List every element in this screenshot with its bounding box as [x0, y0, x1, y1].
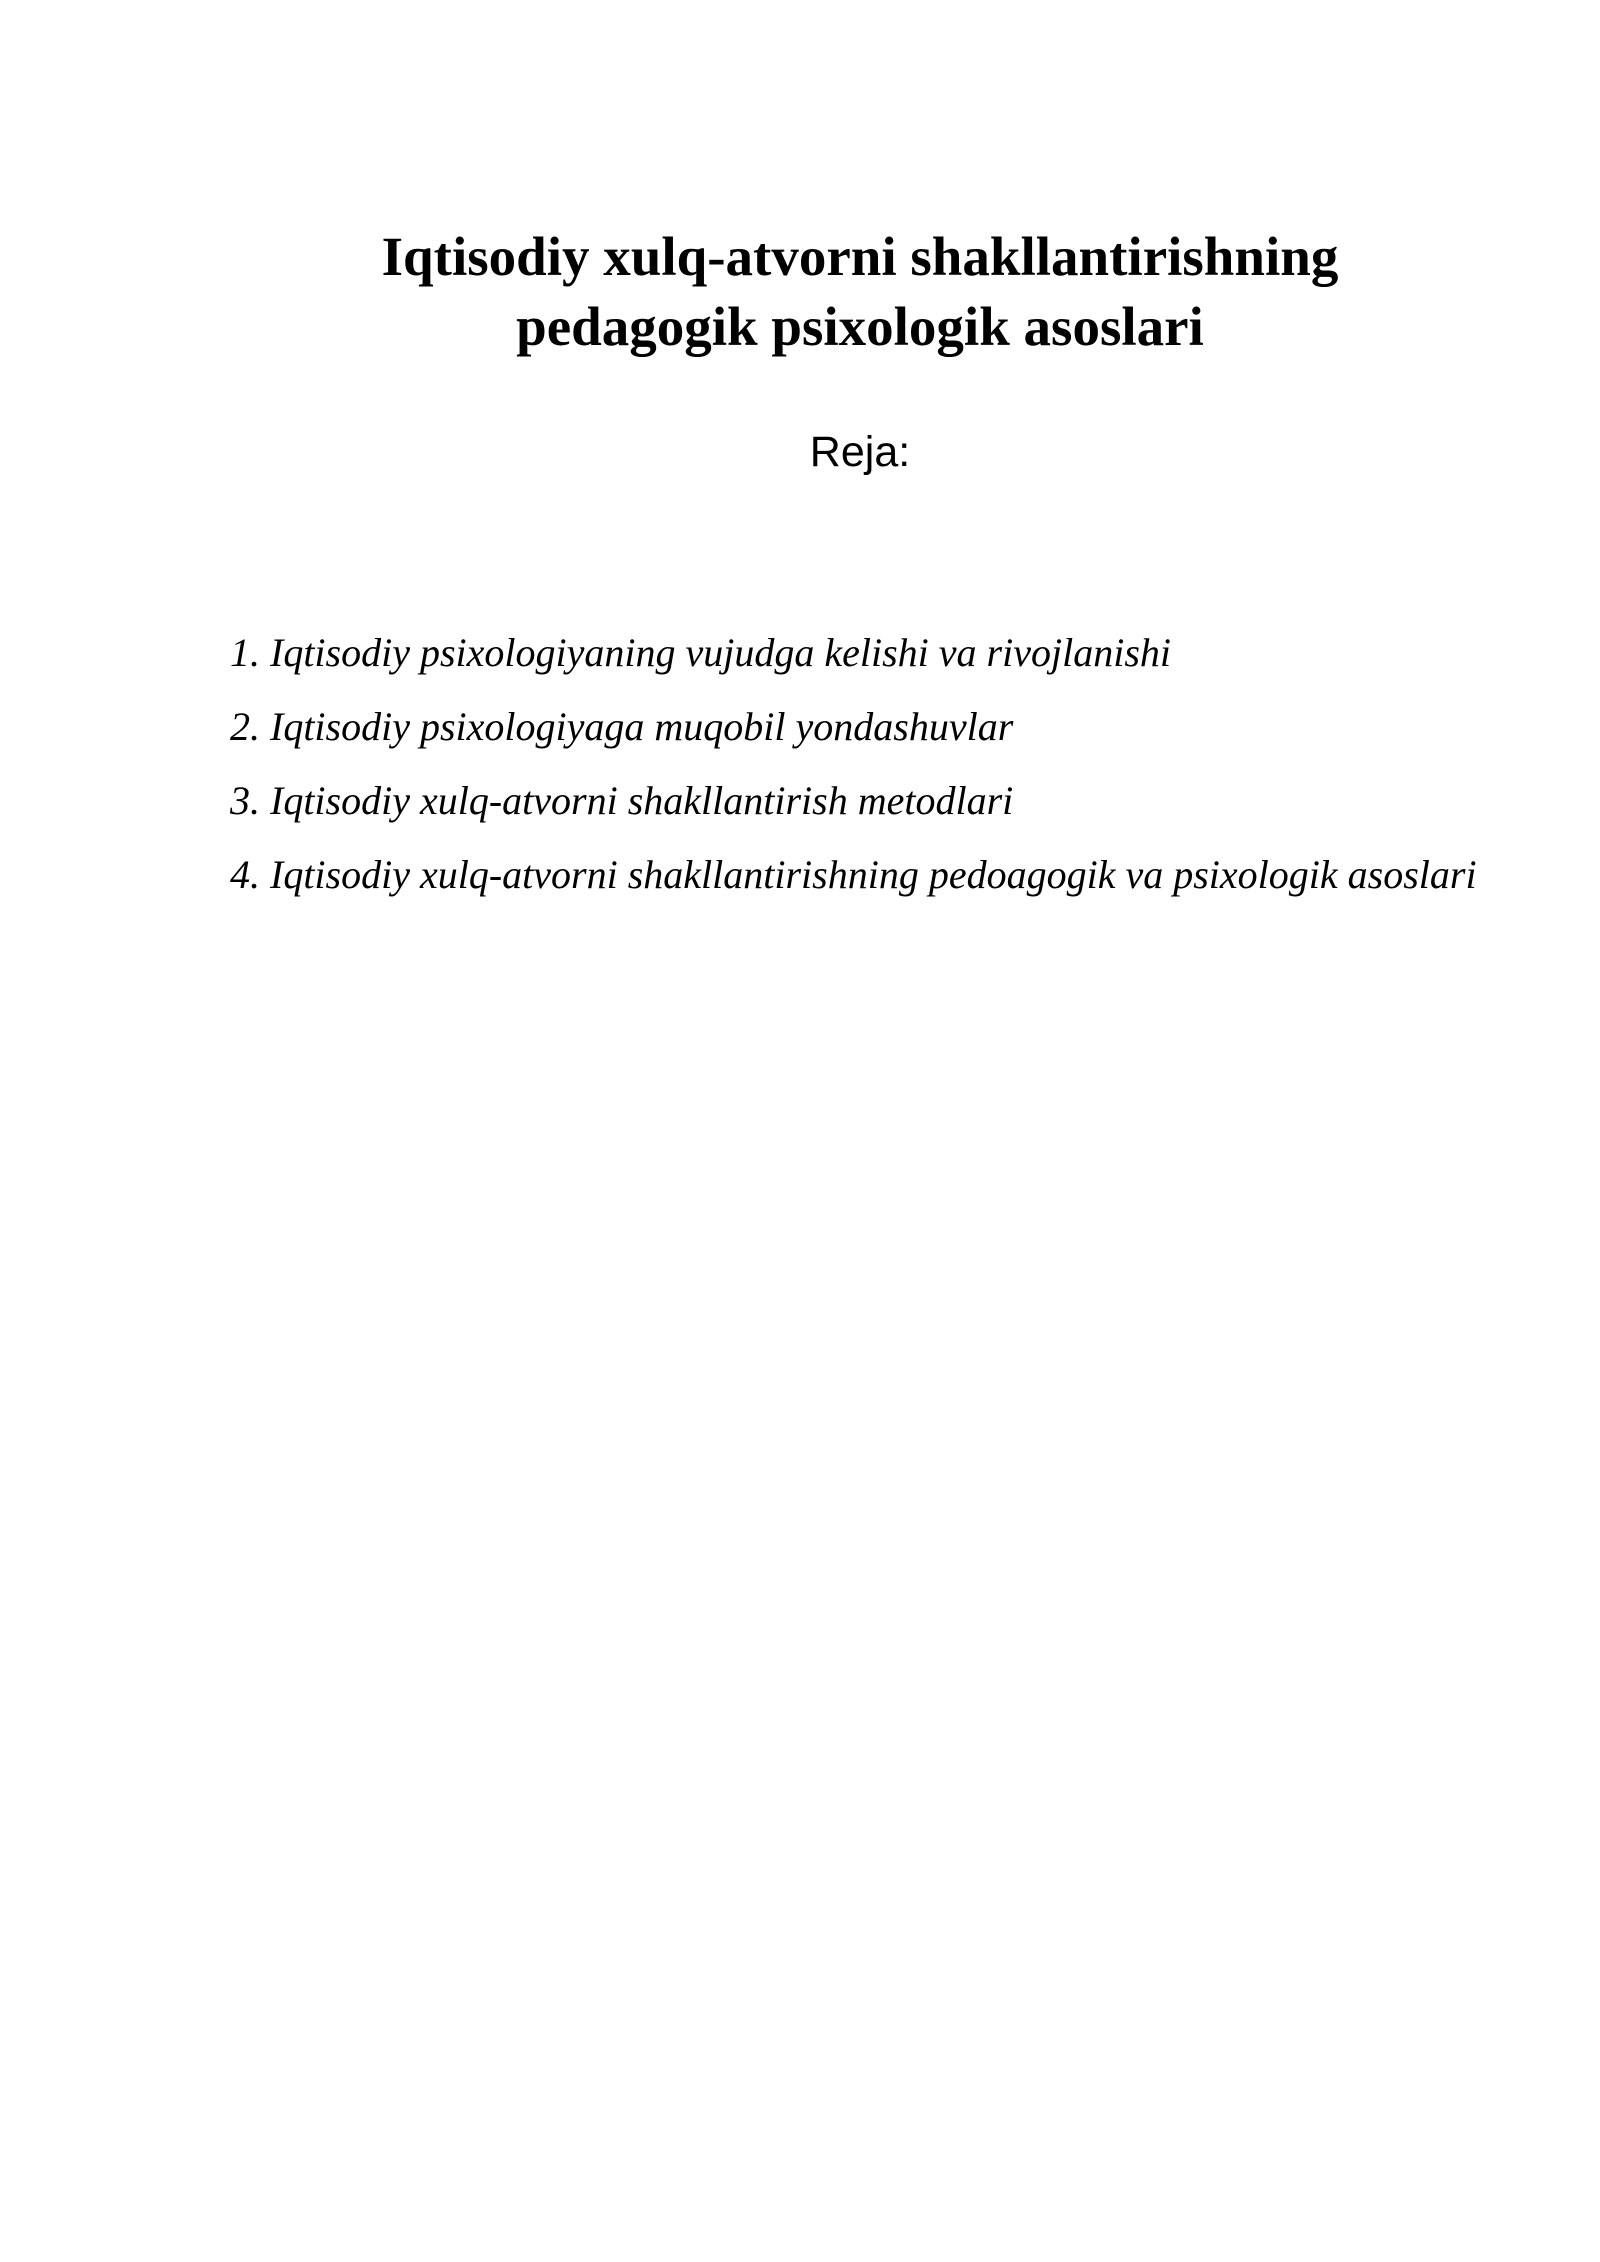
plan-item-2: 2. Iqtisodiy psixologiyaga muqobil yondashuvlar [230, 704, 1014, 749]
title-line-2: pedagogik psixologik asoslari [516, 296, 1204, 357]
plan-heading: Reja: [809, 428, 911, 476]
title-line-1: Iqtisodiy xulq-atvorni shakllantirishning [381, 226, 1339, 287]
plan-item-3: 3. Iqtisodiy xulq-atvorni shakllantirish metodlari [230, 778, 1014, 823]
plan-list [230, 616, 1480, 912]
plan-item-1: 1. Iqtisodiy psixologiyaning vujudga kelishi va rivojlanishi [230, 630, 1171, 675]
document-title [230, 222, 1490, 362]
plan-item-4: 4. Iqtisodiy xulq-atvorni shakllantirishning pedoagogik va psixologik asoslari [230, 852, 1477, 897]
